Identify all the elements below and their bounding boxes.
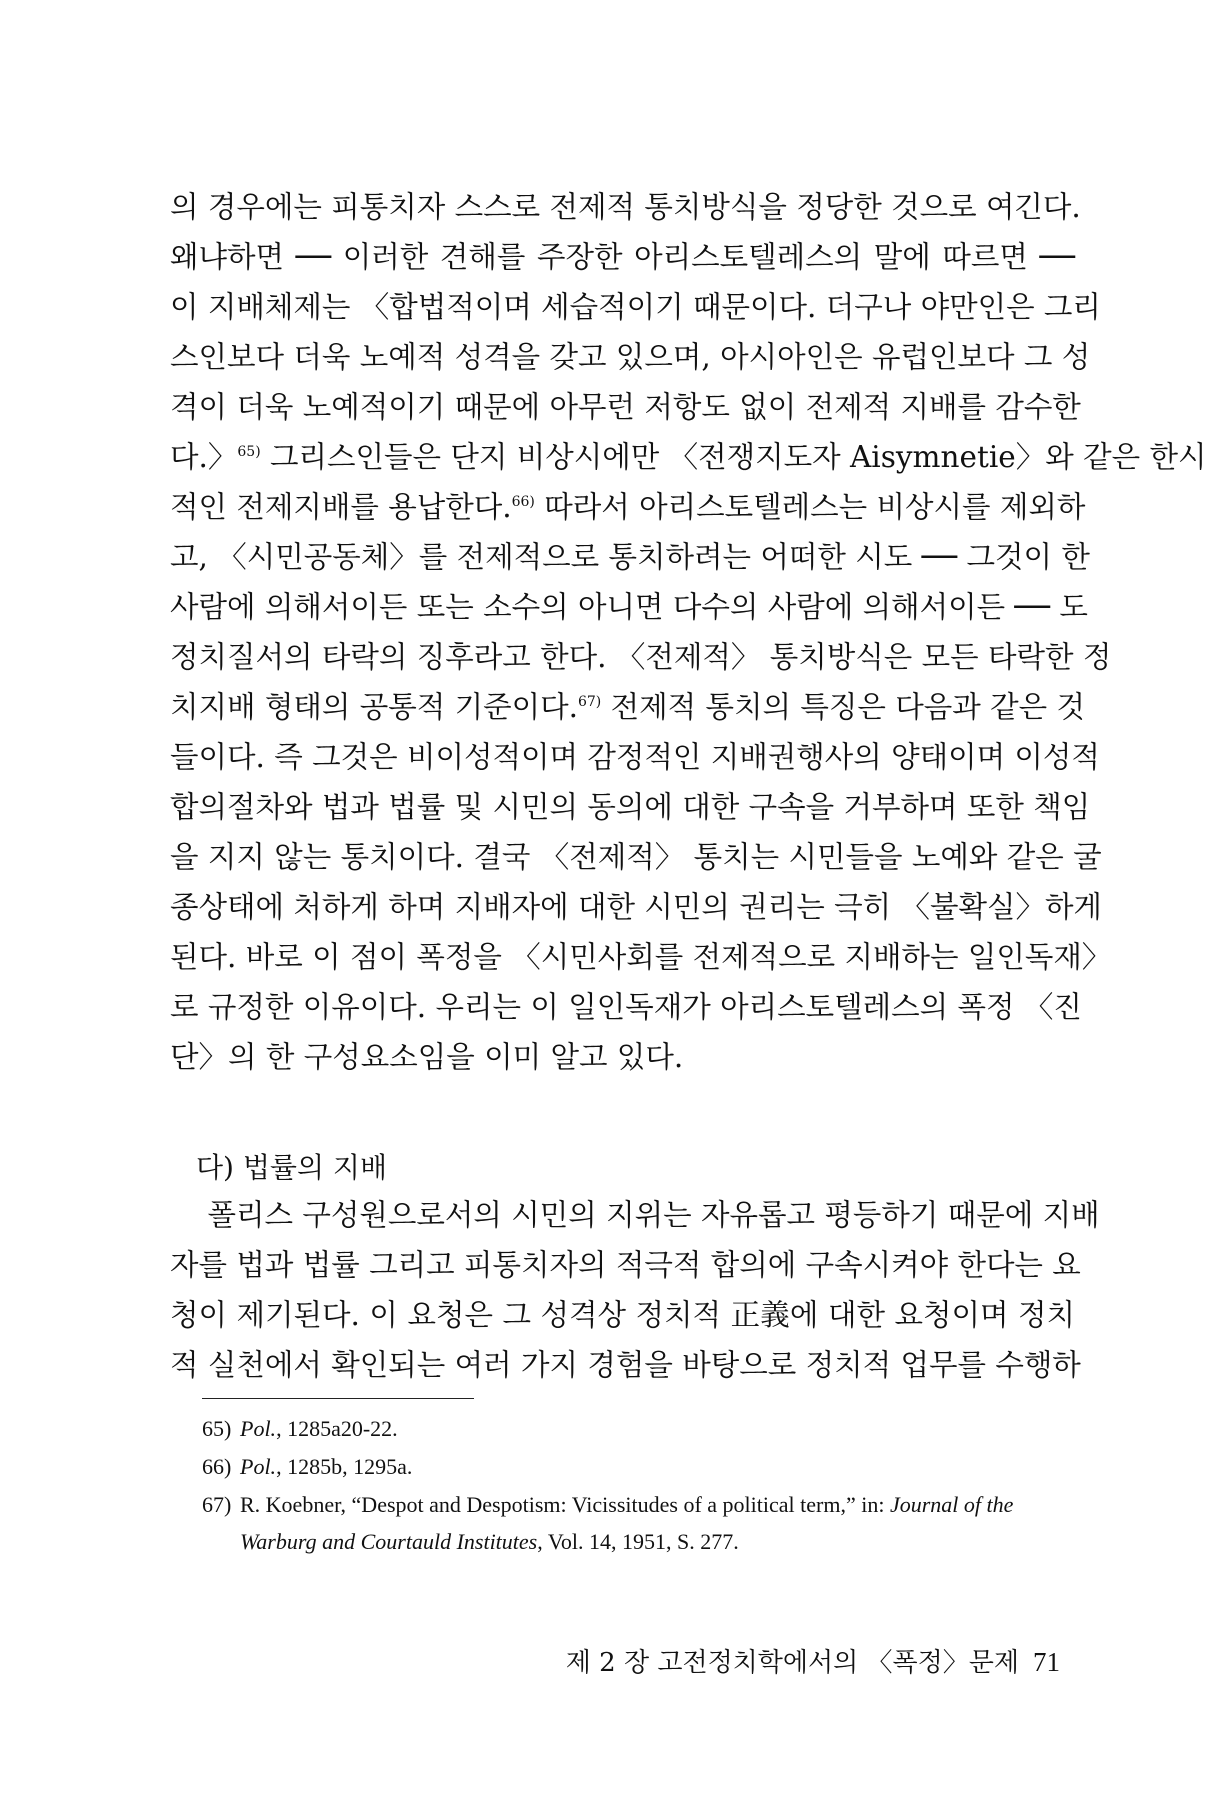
text-line: 합의절차와 법과 법률 및 시민의 동의에 대한 구속을 거부하며 또한 책임: [170, 790, 1091, 824]
text-line: 스인보다 더욱 노예적 성격을 갖고 있으며, 아시아인은 유럽인보다 그 성: [170, 340, 1091, 374]
running-footer: [566, 1642, 1060, 1679]
text-line: 폴리스 구성원으로서의 시민의 지위는 자유롭고 평등하기 때문에 지배: [170, 1198, 1100, 1232]
section-heading: 다) 법률의 지배: [196, 1151, 388, 1184]
footnote-marker-66[interactable]: 66): [511, 494, 535, 511]
text-line: 청이 제기된다. 이 요청은 그 성격상 정치적 正義에 대한 요청이며 정치: [170, 1298, 1075, 1332]
footnote-number: 66): [202, 1454, 232, 1479]
footnote-number: 65): [202, 1416, 232, 1441]
text-line: 고, 〈시민공동체〉를 전제적으로 통치하려는 어떠한 시도 ── 그것이 한: [170, 540, 1090, 574]
footnote-marker-65[interactable]: 65): [237, 444, 261, 461]
text-line: 로 규정한 이유이다. 우리는 이 일인독재가 아리스토텔레스의 폭정 〈진: [170, 990, 1082, 1024]
footnote-journal: Journal of the: [889, 1492, 1014, 1517]
footnote-reference: , 1285b, 1295a.: [276, 1454, 413, 1479]
text-line: 종상태에 처하게 하며 지배자에 대한 시민의 권리는 극히 〈불확실〉하게: [170, 890, 1102, 924]
footnote-source: Pol.: [240, 1454, 277, 1479]
footnote-text: R. Koebner, “Despot and Despotism: Vicissitudes of a political term,” in:: [240, 1492, 890, 1517]
text-line: 을 지지 않는 통치이다. 결국 〈전제적〉 통치는 시민들을 노예와 같은 굴: [170, 840, 1102, 874]
footnotes: [202, 1410, 1082, 1560]
text-fragment: 따라서 아리스토텔레스는 비상시를 제외하: [534, 490, 1086, 524]
page-number: 71: [1033, 1647, 1060, 1677]
text-line: 사람에 의해서이든 또는 소수의 아니면 다수의 사람에 의해서이든 ── 도: [170, 590, 1088, 624]
footnote-67: [202, 1486, 1082, 1524]
text-fragment: 다.〉: [170, 440, 238, 474]
footnote-divider: [202, 1398, 474, 1399]
text-fragment: 치지배 형태의 공통적 기준이다.: [170, 690, 578, 724]
section-paragraph: [170, 1190, 1100, 1390]
chapter-title: 제 2 장 고전정치학에서의 〈폭정〉문제: [565, 1648, 1019, 1678]
footnote-source: Pol.: [240, 1416, 277, 1441]
text-fragment: 적인 전제지배를 용납한다.: [170, 490, 512, 524]
footnote-65: [202, 1410, 1082, 1448]
footnote-67-continued: [202, 1524, 1082, 1560]
text-line: 자를 법과 법률 그리고 피통치자의 적극적 합의에 구속시켜야 한다는 요: [170, 1248, 1081, 1282]
text-line: 왜냐하면 ── 이러한 견해를 주장한 아리스토텔레스의 말에 따르면 ──: [170, 240, 1075, 274]
text-line: 의 경우에는 피통치자 스스로 전제적 통치방식을 정당한 것으로 여긴다.: [170, 190, 1081, 224]
footnote-66: [202, 1448, 1082, 1486]
main-paragraph: [170, 182, 1206, 1082]
footnote-reference: , Vol. 14, 1951, S. 277.: [537, 1529, 739, 1554]
text-line: [170, 482, 1086, 532]
text-line: [170, 432, 1206, 482]
text-line: 적 실천에서 확인되는 여러 가지 경험을 바탕으로 정치적 업무를 수행하: [170, 1348, 1081, 1382]
text-line: 격이 더욱 노예적이기 때문에 아무런 저항도 없이 전제적 지배를 감수한: [170, 390, 1081, 424]
footnote-marker-67[interactable]: 67): [577, 694, 602, 711]
text-fragment: 그리스인들은 단지 비상시에만 〈전쟁지도자 Aisymnetie〉와 같은 한시: [260, 440, 1206, 474]
text-line: 이 지배체제는 〈합법적이며 세습적이기 때문이다. 더구나 야만인은 그리: [170, 290, 1101, 324]
text-line: 정치질서의 타락의 징후라고 한다. 〈전제적〉 통치방식은 모든 타락한 정: [170, 640, 1112, 674]
text-line: 단〉의 한 구성요소임을 이미 알고 있다.: [170, 1040, 684, 1074]
text-line: 된다. 바로 이 점이 폭정을 〈시민사회를 전제적으로 지배하는 일인독재〉: [170, 940, 1112, 974]
footnote-reference: , 1285a20-22.: [276, 1416, 398, 1441]
text-line: 들이다. 즉 그것은 비이성적이며 감정적인 지배권행사의 양태이며 이성적: [170, 740, 1100, 774]
text-fragment: 전제적 통치의 특징은 다음과 같은 것: [601, 690, 1085, 724]
footnote-journal: Warburg and Courtauld Institutes: [240, 1529, 538, 1554]
footnote-number: 67): [202, 1492, 232, 1517]
text-line: [170, 682, 1085, 732]
